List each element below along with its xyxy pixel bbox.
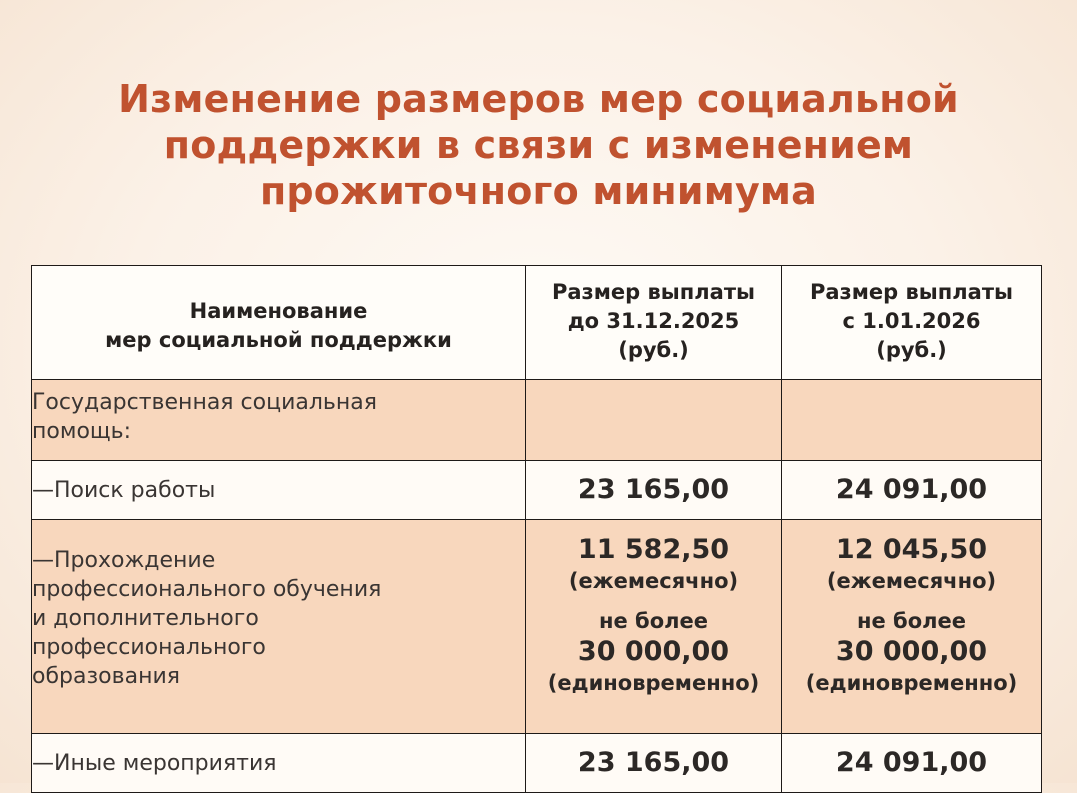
monthly-note: (ежемесячно) <box>826 569 997 593</box>
amount-after: 24 091,00 <box>835 474 988 505</box>
amount-after-cell <box>782 734 1042 793</box>
measure-name: —Прохождение профессионального обучения и дополнительного профессионального образования <box>32 520 526 734</box>
amount-before-limit: 30 000,00 <box>577 636 730 667</box>
header-amount-before: Размер выплаты до 31.12.2025 (руб.) <box>526 266 782 380</box>
header-measure-name: Наименование мер социальной поддержки <box>32 266 526 380</box>
amount-after-limit: 30 000,00 <box>835 636 988 667</box>
amount-before: 23 165,00 <box>577 474 730 505</box>
amount-before: 23 165,00 <box>577 747 730 778</box>
amount-after-cell <box>782 380 1042 461</box>
title-line: поддержки в связи с изменением <box>163 123 914 167</box>
amount-after-monthly: 12 045,50 <box>835 534 988 565</box>
monthly-note: (ежемесячно) <box>568 569 739 593</box>
amount-before-cell <box>526 734 782 793</box>
social-support-table <box>31 265 1042 793</box>
amount-after: 24 091,00 <box>835 747 988 778</box>
title-line: Изменение размеров мер социальной <box>118 77 959 121</box>
amount-before-cell <box>526 380 782 461</box>
table-header-row <box>32 266 1042 380</box>
header-amount-after: Размер выплаты с 1.01.2026 (руб.) <box>782 266 1042 380</box>
table-row <box>32 380 1042 461</box>
amount-before-cell <box>526 520 782 734</box>
table-row <box>32 734 1042 793</box>
limit-prefix: не более <box>856 609 967 633</box>
one-time-note: (единовременно) <box>805 671 1018 695</box>
limit-prefix: не более <box>598 609 709 633</box>
measure-name: —Иные мероприятия <box>32 734 526 793</box>
table-row <box>32 520 1042 734</box>
title-line: прожиточного минимума <box>259 169 818 213</box>
amount-after-cell <box>782 520 1042 734</box>
measure-name: —Поиск работы <box>32 461 526 520</box>
amount-before-cell <box>526 461 782 520</box>
measure-name: Государственная социальная помощь: <box>32 380 526 461</box>
table-row <box>32 461 1042 520</box>
amount-after-cell <box>782 461 1042 520</box>
page-title <box>0 76 1077 214</box>
amount-before-monthly: 11 582,50 <box>577 534 730 565</box>
one-time-note: (единовременно) <box>547 671 760 695</box>
